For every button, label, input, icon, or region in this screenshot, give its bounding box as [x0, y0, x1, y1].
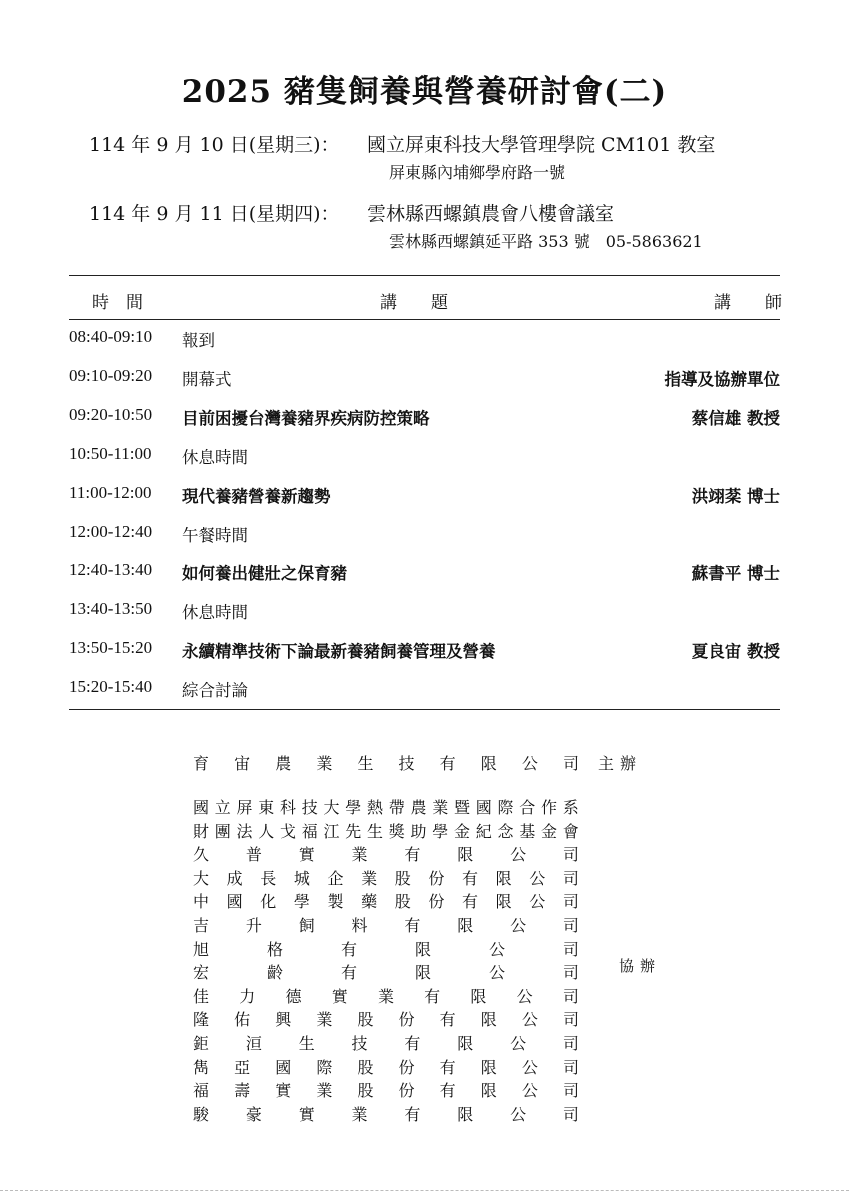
- co-organizer: 國 立 屏 東 科 技 大 學 熱 帶 農 業 暨 國 際 合 作 系: [193, 798, 579, 817]
- co-organizer: 吉 升 飼 料 有 限 公 司: [193, 916, 579, 935]
- session-time: 15:20-15:40: [69, 677, 153, 697]
- schedule-header-time: 時 間: [92, 293, 143, 313]
- session-topic: 休息時間: [182, 603, 248, 623]
- session-topic: 現代養豬營養新趨勢: [182, 486, 331, 506]
- session-speaker: 指導及協辦單位: [664, 369, 780, 389]
- schedule-row: [69, 483, 780, 513]
- schedule-row: [69, 599, 780, 629]
- schedule-top-rule: [69, 275, 780, 276]
- bottom-divider: [0, 1190, 849, 1191]
- schedule-row: [69, 327, 780, 357]
- schedule-row: [69, 522, 780, 552]
- schedule-row: [69, 366, 780, 396]
- session-topic: 休息時間: [182, 447, 248, 467]
- co-organizer: 駿 豪 實 業 有 限 公 司: [193, 1104, 579, 1124]
- schedule-row: [69, 405, 780, 435]
- page-title: 2025 豬隻飼養與營養研討會(二): [181, 74, 668, 110]
- session-topic: 報到: [182, 331, 215, 350]
- session-time: 09:20-10:50: [69, 404, 153, 424]
- session-topic: 永續精準技術下論最新養豬飼養管理及營養: [182, 642, 496, 662]
- venue-date: 114 年 9 月 10 日(星期三)：: [89, 134, 340, 156]
- session-time: 09:10-09:20: [69, 365, 153, 385]
- venue-date: 114 年 9 月 11 日(星期四)：: [89, 203, 340, 225]
- co-organizers-role: 協辦: [619, 957, 662, 975]
- co-organizer: 福 壽 實 業 股 份 有 限 公 司: [193, 1081, 579, 1101]
- co-organizer: 久 普 實 業 有 限 公 司: [193, 845, 579, 865]
- session-topic: 開幕式: [182, 369, 232, 389]
- session-topic: 目前困擾台灣養豬界疾病防控策略: [182, 408, 430, 428]
- schedule-header-speaker: 講 師: [714, 293, 782, 313]
- schedule-bottom-rule: [69, 709, 780, 710]
- co-organizer: 中 國 化 學 製 藥 股 份 有 限 公 司: [193, 892, 579, 912]
- venue-address: 雲林縣西螺鎮延平路 353 號 05-5863621: [389, 232, 703, 251]
- co-organizer: 財 團 法 人 戈 福 江 先 生 獎 助 學 金 紀 念 基 金 會: [193, 821, 579, 841]
- session-time: 12:00-12:40: [69, 521, 153, 541]
- session-time: 10:50-11:00: [69, 443, 152, 463]
- co-organizer: 雋 亞 國 際 股 份 有 限 公 司: [193, 1057, 579, 1077]
- co-organizer: 佳 力 德 實 業 有 限 公 司: [193, 986, 579, 1006]
- session-time: 08:40-09:10: [69, 327, 153, 346]
- co-organizer: 大 成 長 城 企 業 股 份 有 限 公 司: [193, 868, 579, 888]
- co-organizer: 隆 佑 興 業 股 份 有 限 公 司: [193, 1010, 579, 1030]
- schedule-row: [69, 677, 780, 707]
- venue-place: 國立屏東科技大學管理學院 CM101 教室: [367, 134, 716, 156]
- co-organizer: 鉅 洹 生 技 有 限 公 司: [193, 1034, 579, 1053]
- host-name: 育 宙 農 業 生 技 有 限 公 司: [193, 754, 579, 773]
- schedule-header-topic: 講 題: [380, 293, 448, 313]
- session-time: 11:00-12:00: [69, 482, 152, 502]
- session-speaker: 洪翊棻 博士: [691, 486, 780, 506]
- session-topic: 午餐時間: [182, 525, 248, 545]
- session-topic: 如何養出健壯之保育豬: [182, 564, 347, 584]
- session-time: 12:40-13:40: [69, 560, 153, 580]
- co-organizer: 旭 格 有 限 公 司: [193, 939, 579, 959]
- session-speaker: 夏良宙 教授: [691, 642, 780, 662]
- venue-place: 雲林縣西螺鎮農會八樓會議室: [367, 203, 615, 225]
- schedule-row: [69, 560, 780, 590]
- session-speaker: 蔡信雄 教授: [691, 408, 780, 428]
- session-time: 13:50-15:20: [69, 638, 153, 658]
- schedule-header-rule: [69, 319, 780, 320]
- session-topic: 綜合討論: [182, 681, 248, 701]
- venue-address: 屏東縣內埔鄉學府路一號: [389, 163, 566, 182]
- session-time: 13:40-13:50: [69, 599, 153, 619]
- host-role: 主辦: [598, 754, 643, 773]
- schedule-row: [69, 444, 780, 474]
- schedule-row: [69, 638, 780, 668]
- session-speaker: 蘇書平 博士: [691, 564, 780, 584]
- co-organizer: 宏 齡 有 限 公 司: [193, 963, 579, 983]
